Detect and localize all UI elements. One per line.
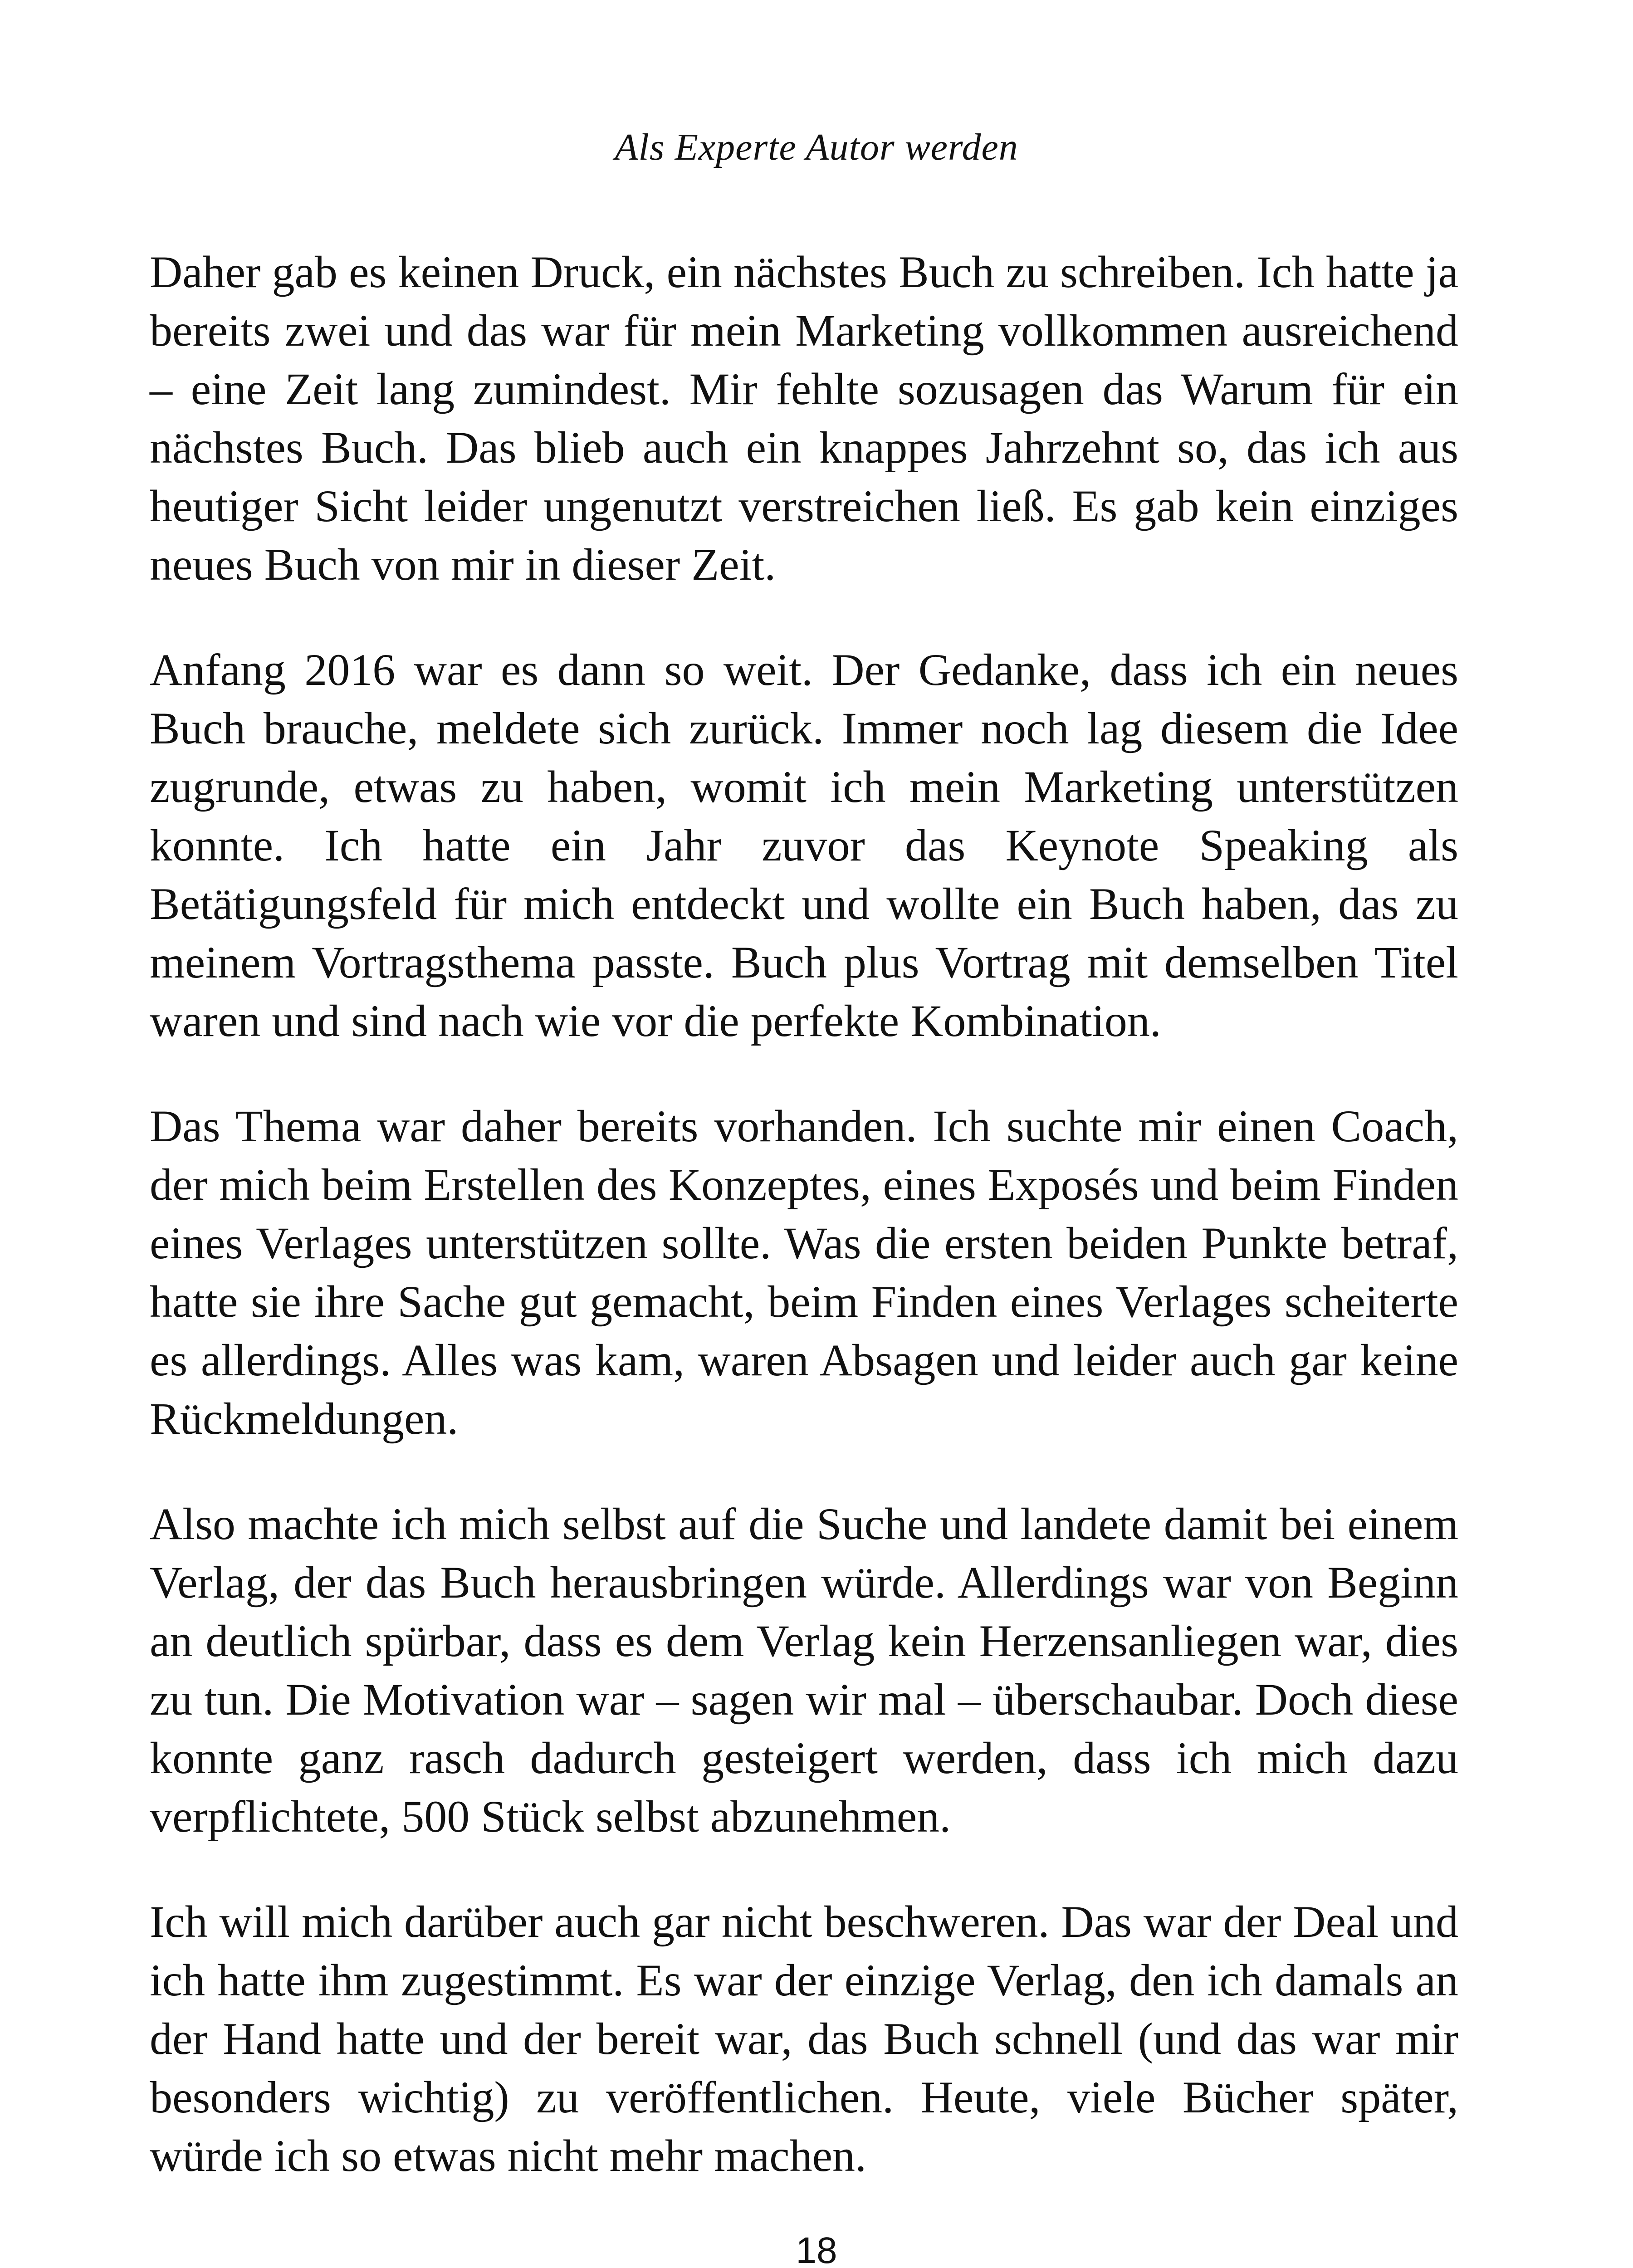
running-header: Als Experte Autor werden bbox=[615, 126, 1018, 168]
paragraph-2: Anfang 2016 war es dann so weit. Der Gedanke, dass ich ein neues Buch brauche, meldete sich zurück. Immer noch lag diesem die Idee zugrunde, etwas zu haben, womit ich mein Marketing unterstützen konnte. Ich hatte ein Jahr zuvor das Keynote Speaking als Betätigungsfeld für mich entdeckt und wollte ein Buch haben, das zu meinem Vortragsthema passte. Buch plus Vortrag mit demselben Titel waren und sind nach wie vor die perfekte Kombination. bbox=[150, 645, 1458, 1046]
paragraph-5: Ich will mich darüber auch gar nicht beschweren. Das war der Deal und ich hatte ihm zugestimmt. Es war der einzige Verlag, den ich damals an der Hand hatte und der bereit war, das Buch schnell (und das war mir besonders wichtig) zu veröffentlichen. Heute, viele Bücher später, würde ich so etwas nicht mehr machen. bbox=[150, 1897, 1458, 2181]
paragraph-4: Also machte ich mich selbst auf die Suche und landete damit bei einem Verlag, der das Buch herausbringen würde. Allerdings war von Beginn an deutlich spürbar, dass es dem Verlag kein Herzensanliegen war, dies zu tun. Die Motivation war – sagen wir mal – überschaubar. Doch diese konnte ganz rasch dadurch gesteigert werden, dass ich mich dazu verpflichtete, 500 Stück selbst abzunehmen. bbox=[150, 1499, 1458, 1842]
paragraph-1: Daher gab es keinen Druck, ein nächstes Buch zu schreiben. Ich hatte ja bereits zwei und das war für mein Marketing vollkommen ausreichend – eine Zeit lang zumindest. Mir fehlte sozusagen das Warum für ein nächstes Buch. Das blieb auch ein knappes Jahrzehnt so, das ich aus heutiger Sicht leider ungenutzt verstreichen ließ. Es gab kein einziges neues Buch von mir in dieser Zeit. bbox=[150, 247, 1458, 590]
paragraph-3: Das Thema war daher bereits vorhanden. Ich suchte mir einen Coach, der mich beim Erstellen des Konzeptes, eines Exposés und beim Finden eines Verlages unterstützen sollte. Was die ersten beiden Punkte betraf, hatte sie ihre Sache gut gemacht, beim Finden eines Verlages scheiterte es allerdings. Alles was kam, waren Absagen und leider auch gar keine Rückmeldungen. bbox=[150, 1101, 1458, 1444]
body-text bbox=[150, 243, 1458, 2232]
page-number: 18 bbox=[796, 2230, 837, 2268]
